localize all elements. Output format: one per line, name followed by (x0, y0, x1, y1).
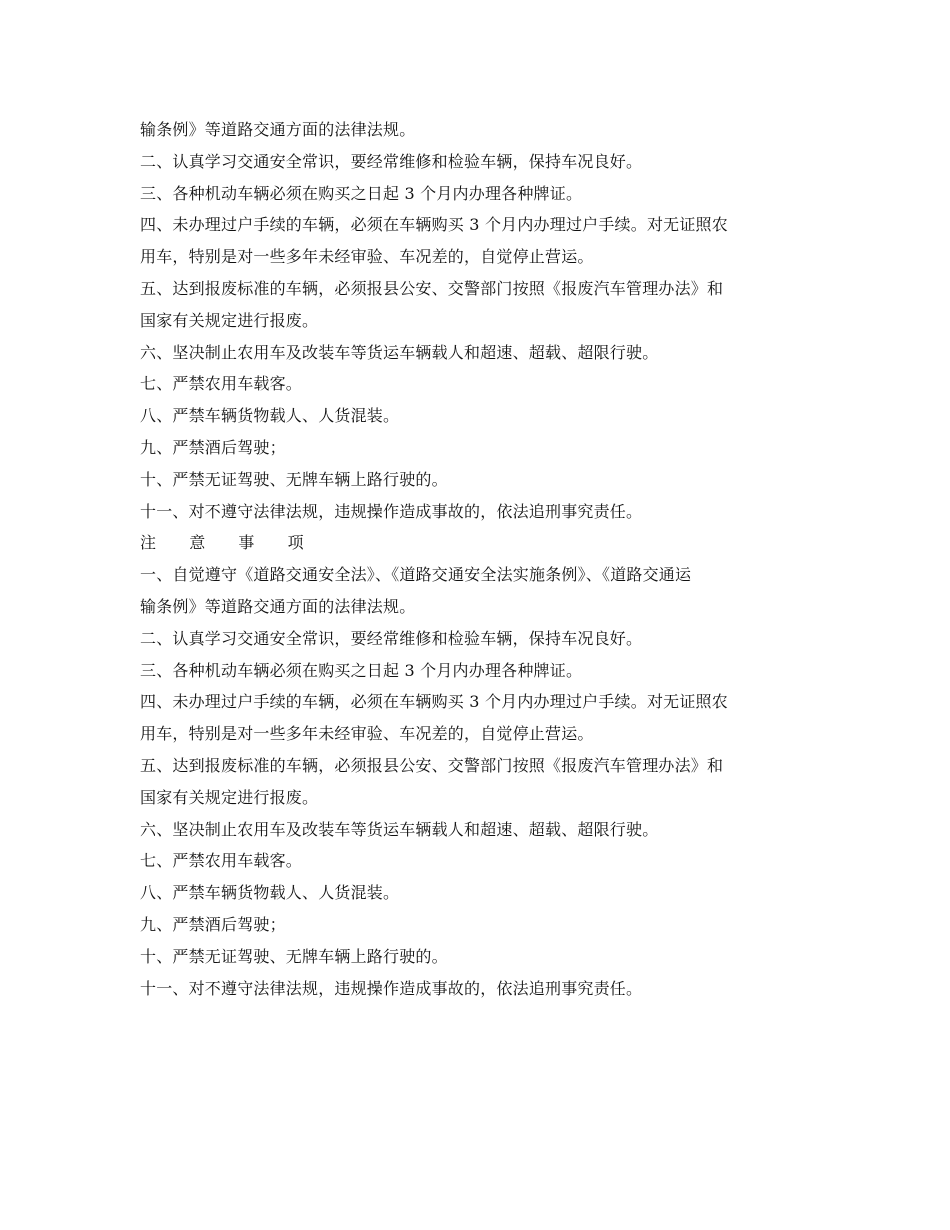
text-line: 六、坚决制止农用车及改装车等货运车辆载人和超速、超载、超限行驶。 (140, 342, 659, 362)
section-heading (140, 527, 820, 559)
text-line: 四、未办理过户手续的车辆，必须在车辆购买 3 个月内办理过户手续。对无证照农 (140, 692, 728, 712)
text-line: 输条例》等道路交通方面的法律法规。 (140, 120, 416, 139)
text-line: 九、严禁酒后驾驶； (140, 437, 286, 457)
heading-char: 注 (140, 533, 157, 553)
text-line: 二、认真学习交通安全常识，要经常维修和检验车辆，保持车况良好。 (140, 628, 643, 648)
heading-char: 意 (189, 533, 206, 553)
text-line: 十一、对不遵守法律法规，违规操作造成事故的，依法追刑事究责任。 (140, 978, 643, 998)
text-line: 三、各种机动车辆必须在购买之日起 3 个月内办理各种牌证。 (140, 183, 583, 203)
heading-char: 项 (287, 533, 304, 553)
text-line: 十一、对不遵守法律法规，违规操作造成事故的，依法追刑事究责任。 (140, 501, 643, 521)
text-line: 六、坚决制止农用车及改装车等货运车辆载人和超速、超载、超限行驶。 (140, 819, 659, 839)
text-line: 五、达到报废标准的车辆，必须报县公安、交警部门按照《报废汽车管理办法》和 (140, 278, 724, 298)
heading-char: 事 (238, 533, 255, 553)
text-line: 四、未办理过户手续的车辆，必须在车辆购买 3 个月内办理过户手续。对无证照农 (140, 215, 728, 235)
document-section-continued (140, 114, 820, 527)
text-line: 八、严禁车辆货物载人、人货混装。 (140, 883, 400, 903)
text-line: 一、自觉遵守《道路交通安全法》、《道路交通安全法实施条例》、《道路交通运 (140, 565, 692, 585)
text-line: 八、严禁车辆货物载人、人货混装。 (140, 406, 400, 426)
document-section-notes (140, 559, 820, 1004)
text-line: 十、严禁无证驾驶、无牌车辆上路行驶的。 (140, 946, 448, 966)
text-line: 九、严禁酒后驾驶； (140, 914, 286, 934)
text-line: 用车，特别是对一些多年未经审验、车况差的，自觉停止营运。 (140, 724, 594, 744)
text-line: 用车，特别是对一些多年未经审验、车况差的，自觉停止营运。 (140, 247, 594, 267)
text-line: 七、严禁农用车载客。 (140, 374, 303, 394)
text-line: 国家有关规定进行报废。 (140, 787, 319, 807)
text-line: 输条例》等道路交通方面的法律法规。 (140, 596, 416, 616)
text-line: 三、各种机动车辆必须在购买之日起 3 个月内办理各种牌证。 (140, 660, 583, 680)
text-line: 十、严禁无证驾驶、无牌车辆上路行驶的。 (140, 469, 448, 489)
text-line: 二、认真学习交通安全常识，要经常维修和检验车辆，保持车况良好。 (140, 151, 643, 171)
text-line: 国家有关规定进行报废。 (140, 310, 319, 330)
text-line: 七、严禁农用车载客。 (140, 851, 303, 871)
document-page (140, 114, 820, 1004)
text-line: 五、达到报废标准的车辆，必须报县公安、交警部门按照《报废汽车管理办法》和 (140, 755, 724, 775)
